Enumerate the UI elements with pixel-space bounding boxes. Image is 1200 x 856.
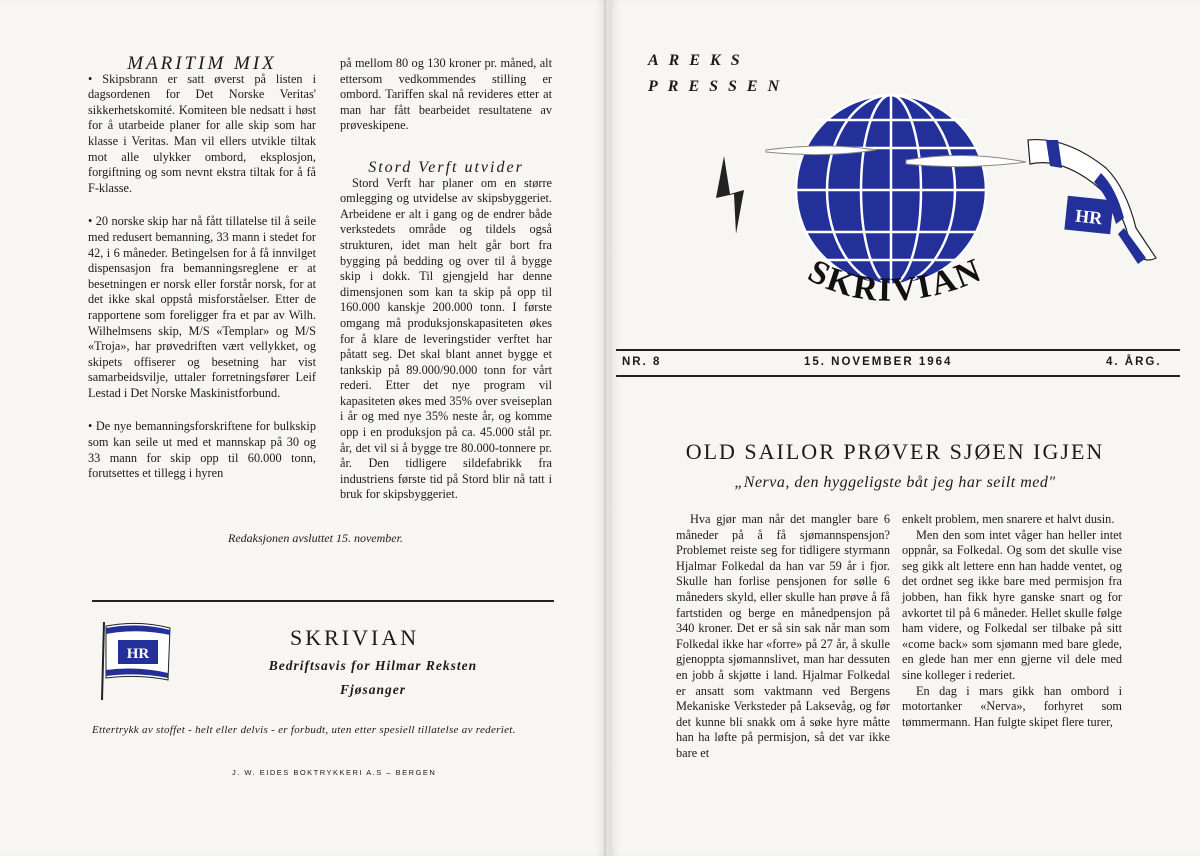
globe-logo xyxy=(706,78,1176,340)
divider xyxy=(92,600,554,602)
pressen-label: PRESSEN xyxy=(648,78,790,95)
hr-flag-icon xyxy=(98,618,178,702)
news-item-continued: på mellom 80 og 130 kroner pr. måned, alt ettersom vedkommendes stilling er ombord. Tariffen skal nå revideres etter at man har fått bearbeidet resultatene av prøveskipene. xyxy=(340,56,552,133)
left-column-1 xyxy=(88,53,316,482)
section-title: MARITIM MIX xyxy=(127,53,277,74)
news-item: • 20 norske skip har nå fått tillatelse til å seile med redusert bemanning, 33 mann i stedet for 42, i 6 måneder. Betingelsen for å få innvilget dispensasjon fra bemanningsreglene er at besetningen er norsk eller forstår norsk, for at det ikke skal oppstå misforståelser. Etter de rapportene som foreligger fra et par av Wilh. Wilhelmsens skip, M/S «Templar» og M/S «Troja», har prøvedriften vært vellykket, og skipets offiserer og besetning har vist samarbeidsvilje, uttaler forretningsfører Leif Lestad i Det Norske Maskinistforbund. xyxy=(88,214,316,400)
ribbon-flag-label: HR xyxy=(1074,205,1104,229)
issue-number: NR. 8 xyxy=(622,356,662,368)
article-body: Stord Verft har planer om en større omlegging og utvidelse av skipsbyggeriet. Arbeidene er alt i gang og de endrer både verkstedets område og tildels også strukturen, idet man helt går bort fra bygging på bedding og over til å bygge skip i dokk. Til gjengjeld har denne dimensjonen som kan ta skip på opp til 160.000 kanskje 200.000 tonn. I første omgang må produksjonskapasiteten økes for å klare de leveringstider verftet har påtatt seg. Det skal blant annet bygge et tankskip på 89.000/90.000 tonn for vårt rederi. Etter det nye program vil kapasiteten økes med 35% over sveiseplan i år og med nye 35% neste år, og komme opp i en produksjon på ca. 45.000 stål pr. år, det vil si å bygge tre 80.000-tonnere pr. år. Den tidligere sildefabrikk fra industriens første tid på Stord blir nå tatt i bruk for skipsbyggeriet. xyxy=(340,175,552,502)
masthead-title: SKRIVIAN xyxy=(290,625,420,650)
left-column-2 xyxy=(340,56,552,503)
right-page xyxy=(610,0,1200,856)
article-body: En dag i mars gikk han ombord i motortanker «Nerva», forhyret som tømmermann. Han fulgte skipet flere turer, xyxy=(902,683,1122,729)
issue-bar xyxy=(616,349,1180,377)
headline: OLD SAILOR PRØVER SJØEN IGJEN xyxy=(685,439,1105,464)
masthead-subtitle: Bedriftsavis for Hilmar Reksten xyxy=(268,658,478,673)
areks-label: AREKS xyxy=(648,52,750,69)
news-item: • De nye bemanningsforskriftene for bulkskip som kan seile ut med et mannskap på 30 og 33 mann for skip opp til 60.000 tonn, forutsettes et tillegg i hyren xyxy=(88,419,316,481)
lightning-icon xyxy=(716,156,744,234)
article-column-2 xyxy=(902,512,1122,730)
copyright-notice: Ettertrykk av stoffet - helt eller delvis - er forbudt, uten etter spesiell tillatelse av rederiet. xyxy=(92,724,516,736)
article-body: enkelt problem, men snarere et halvt dusin. xyxy=(902,512,1115,526)
article-body: Men den som intet våger han heller intet oppnår, sa Folkedal. Og som det skulle vise seg gikk alt lettere enn han hadde ventet, og det ordnet seg ikke bare med permisjon fra jobben, han fikk hyre ganske snart og for avkortet til på 6 måneder. Hellet skulle følge ham videre, og Folkedal ser tilbake på sitt «come back» som sjømann med bare glede, en glede han mer enn gjerne vil dele med sine kolleger i rederiet. xyxy=(902,527,1122,682)
masthead-location: Fjøsanger xyxy=(339,682,406,697)
issue-year: 4. ÅRG. xyxy=(1106,356,1162,368)
article-column-1 xyxy=(676,512,890,762)
logo-wordmark: SKRIVIAN xyxy=(802,251,988,310)
article-body: Hva gjør man når det mangler bare 6 måneder på å få sjømannspensjon? Problemet reiste seg for tidligere styrmann Hjalmar Folkedal da han var 59 år i fjor. Skulle han forlise pensjonen for sølle 6 måneders skyld, eller skulle han prøve å få fartstiden og berge en månedpensjon på 340 kroner. Det er så sin sak når man som Folkedal ikke har «forre» på 27 år, å skulle gjenoppta sjømannslivet, man har dessuten en jobb å skjøtte i land. Hjalmar Folkedal er ansatt som vaktmann ved Bergens Mekaniske Verksteder på Laksevåg, og før det kunne bli snakk om å søke hyre måtte han ha løfte på permisjon, så det var ikke bare et xyxy=(676,512,890,760)
issue-date: 15. NOVEMBER 1964 xyxy=(804,356,953,368)
flag-label: HR xyxy=(126,646,150,662)
news-item: • Skipsbrann er satt øverst på listen i dagsordenen for Det Norske Veritas' sikkerhetskomité. Komiteen ble nedsatt i høst for å utarbeide planer for alle skip som har klasse i Veritas. Man vil ellers utvikle tiltak mot alle ulykker ombord, eksplosjon, forgiftning og som nevnt ekstra tiltak for å få F-klasse. xyxy=(88,71,316,195)
printer-credit: J. W. EIDES BOKTRYKKERI A.S – BERGEN xyxy=(232,768,437,777)
subheadline: „Nerva, den hyggeligste båt jeg har seilt med" xyxy=(734,474,1056,491)
editorial-close-note: Redaksjonen avsluttet 15. november. xyxy=(228,531,403,545)
article-title: Stord Verft utvider xyxy=(368,158,524,176)
